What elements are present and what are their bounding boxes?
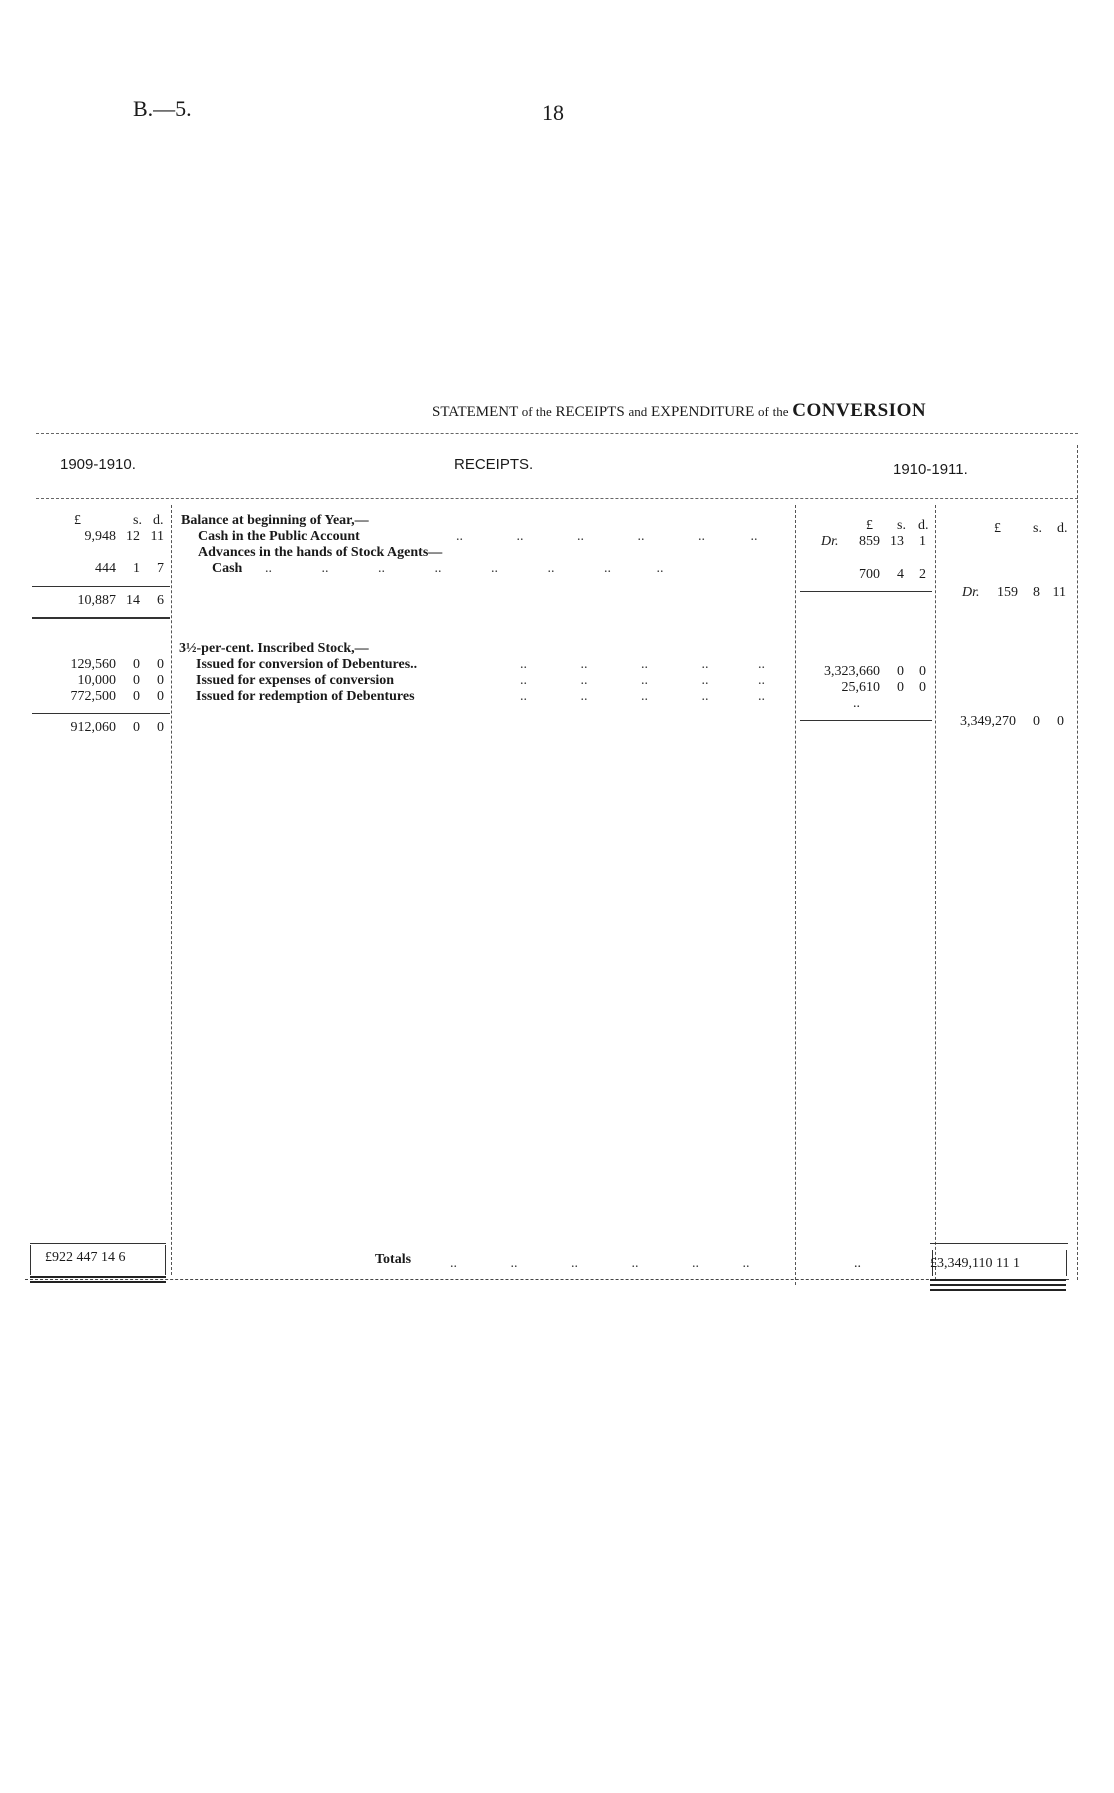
debit-prefix: Dr.	[962, 585, 980, 600]
right-amount-pounds: 3,349,270	[960, 714, 1016, 729]
title-word: CONVERSION	[792, 400, 927, 421]
money-head-pence: d.	[1057, 521, 1068, 536]
leader: ..	[641, 689, 648, 704]
stock-item-label: Issued for redemption of Debentures	[196, 689, 415, 704]
left-amount-pounds: 444	[95, 561, 116, 576]
leader: ..	[510, 1256, 518, 1271]
left-amount-shillings: 0	[133, 673, 140, 688]
mid-amount-pence: 2	[919, 567, 926, 582]
left-subtotal-pounds: 912,060	[70, 720, 116, 735]
column-year-right: 1910-1911.	[893, 461, 968, 478]
leader: ..	[701, 689, 709, 704]
leader: ..	[742, 1256, 750, 1271]
subtotal-double-rule	[32, 617, 170, 619]
leader: ..	[456, 529, 463, 544]
divider-left-column	[171, 505, 172, 1275]
leader: ..	[520, 657, 527, 672]
column-receipts: RECEIPTS.	[454, 456, 534, 473]
mid-amount-shillings: 13	[890, 534, 904, 549]
leader-dots	[456, 529, 758, 545]
totals-top-rule	[30, 1243, 166, 1244]
left-amount-pence: 7	[157, 561, 164, 576]
mid-amount-pounds: 700	[859, 567, 880, 582]
left-amount-pence: 0	[157, 689, 164, 704]
subtotal-rule	[32, 713, 170, 714]
leader: ..	[378, 561, 385, 576]
balance-heading: Balance at beginning of Year,—	[181, 513, 369, 528]
leader: ..	[450, 1256, 457, 1271]
leader: ..	[577, 529, 584, 544]
leader: ..	[520, 689, 527, 704]
totals-box-edge	[30, 1245, 31, 1275]
page-number: 18	[542, 100, 564, 125]
leader: ..	[434, 561, 442, 576]
title-word: and	[628, 404, 648, 419]
leader: ..	[491, 561, 498, 576]
leader: ..	[604, 561, 611, 576]
totals-double-rule	[30, 1281, 166, 1283]
advances-stock-agents-label: Advances in the hands of Stock Agents—	[198, 545, 443, 560]
right-amount-pounds: 159	[997, 585, 1018, 600]
stock-item-label: Issued for expenses of conversion	[196, 673, 395, 688]
money-head-shillings: s.	[1033, 521, 1042, 536]
cash-public-account-label: Cash in the Public Account	[198, 529, 360, 544]
mid-amount-pence: 0	[919, 680, 926, 695]
leader: ..	[580, 673, 588, 688]
left-amount-shillings: 1	[133, 561, 140, 576]
mid-amount-shillings: 0	[897, 664, 904, 679]
money-head-pound: £	[866, 518, 873, 533]
money-head-pound: £	[994, 521, 1001, 536]
leader-dots	[265, 561, 664, 577]
leader-dots	[520, 673, 765, 689]
table-top-rule	[36, 433, 1078, 434]
right-amount-shillings: 8	[1033, 585, 1040, 600]
document-reference: B.—5.	[133, 96, 192, 121]
left-amount-pounds: 129,560	[70, 657, 116, 672]
column-year-left: 1909-1910.	[60, 456, 136, 473]
leader: ..	[516, 529, 524, 544]
stock-heading: 3½-per-cent. Inscribed Stock,—	[179, 641, 369, 656]
title-word: RECEIPTS	[555, 404, 625, 420]
money-head-shillings: s.	[133, 513, 142, 528]
mid-amount-blank: ..	[853, 696, 860, 711]
leader: ..	[692, 1256, 699, 1271]
table-bottom-rule	[25, 1279, 1069, 1280]
leader: ..	[656, 561, 664, 576]
right-amount-pence: 0	[1057, 714, 1064, 729]
left-subtotal-pence: 0	[157, 720, 164, 735]
mid-subtotal-rule	[800, 720, 932, 721]
right-amount-shillings: 0	[1033, 714, 1040, 729]
title-word: of the	[521, 404, 552, 419]
left-subtotal-pence: 6	[157, 593, 164, 608]
left-amount-shillings: 12	[126, 529, 140, 544]
leader: ..	[571, 1256, 578, 1271]
totals-double-rule	[930, 1284, 1066, 1286]
right-amount-pence: 11	[1052, 585, 1066, 600]
leader: ..	[580, 657, 588, 672]
left-amount-pence: 11	[150, 529, 164, 544]
leader: ..	[750, 529, 758, 544]
title-word: of	[758, 404, 769, 419]
left-amount-pounds: 10,000	[77, 673, 116, 688]
statement-title	[432, 400, 926, 422]
totals-double-rule	[930, 1289, 1066, 1291]
leader: ..	[758, 657, 765, 672]
debit-prefix: Dr.	[821, 534, 839, 549]
left-amount-shillings: 0	[133, 689, 140, 704]
leader: ..	[580, 689, 588, 704]
table-header-rule	[36, 498, 1078, 499]
table-right-border	[1077, 445, 1078, 1280]
mid-amount-shillings: 4	[897, 567, 904, 582]
stock-item-label: Issued for conversion of Debentures..	[196, 657, 418, 672]
money-head-pound: £	[74, 513, 81, 528]
mid-amount-pence: 1	[919, 534, 926, 549]
left-amount-pence: 0	[157, 673, 164, 688]
totals-right-amount: £3,349,110 11 1	[930, 1256, 1020, 1271]
leader: ..	[520, 673, 527, 688]
leader: ..	[547, 561, 555, 576]
mid-amount-pounds: 25,610	[841, 680, 880, 695]
mid-amount-shillings: 0	[897, 680, 904, 695]
totals-box-edge	[165, 1245, 166, 1275]
leader-dots	[520, 689, 765, 705]
totals-box-edge	[1066, 1250, 1067, 1276]
mid-amount-pounds: 3,323,660	[824, 664, 880, 679]
totals-mid-amount: ..	[854, 1256, 861, 1271]
leader: ..	[698, 529, 705, 544]
totals-double-rule	[930, 1279, 1066, 1281]
leader: ..	[701, 673, 709, 688]
subtotal-rule	[32, 586, 170, 587]
totals-double-rule	[30, 1276, 166, 1278]
leader: ..	[631, 1256, 639, 1271]
mid-subtotal-rule	[800, 591, 932, 592]
divider-mid-column	[795, 505, 796, 1285]
mid-amount-pounds: 859	[859, 534, 880, 549]
leader: ..	[637, 529, 645, 544]
title-word: STATEMENT	[432, 404, 519, 420]
money-head-pence: d.	[153, 513, 164, 528]
leader: ..	[701, 657, 709, 672]
divider-right-column	[935, 505, 936, 1280]
cash-label: Cash	[212, 561, 243, 576]
left-amount-shillings: 0	[133, 657, 140, 672]
title-word: EXPENDITURE	[650, 404, 755, 420]
left-subtotal-pounds: 10,887	[77, 593, 116, 608]
leader-dots	[450, 1256, 750, 1272]
totals-left-amount: £922 447 14 6	[45, 1250, 126, 1265]
leader: ..	[758, 673, 765, 688]
left-subtotal-shillings: 0	[133, 720, 140, 735]
money-head-shillings: s.	[897, 518, 906, 533]
leader: ..	[321, 561, 329, 576]
totals-top-rule	[930, 1243, 1068, 1244]
leader: ..	[641, 657, 648, 672]
leader-dots	[520, 657, 765, 673]
leader: ..	[758, 689, 765, 704]
totals-label: Totals	[375, 1252, 412, 1267]
money-head-pence: d.	[918, 518, 929, 533]
mid-amount-pence: 0	[919, 664, 926, 679]
leader: ..	[641, 673, 648, 688]
left-amount-pounds: 772,500	[70, 689, 116, 704]
left-amount-pence: 0	[157, 657, 164, 672]
left-subtotal-shillings: 14	[126, 593, 140, 608]
title-word: the	[772, 404, 789, 419]
leader: ..	[265, 561, 272, 576]
left-amount-pounds: 9,948	[84, 529, 116, 544]
